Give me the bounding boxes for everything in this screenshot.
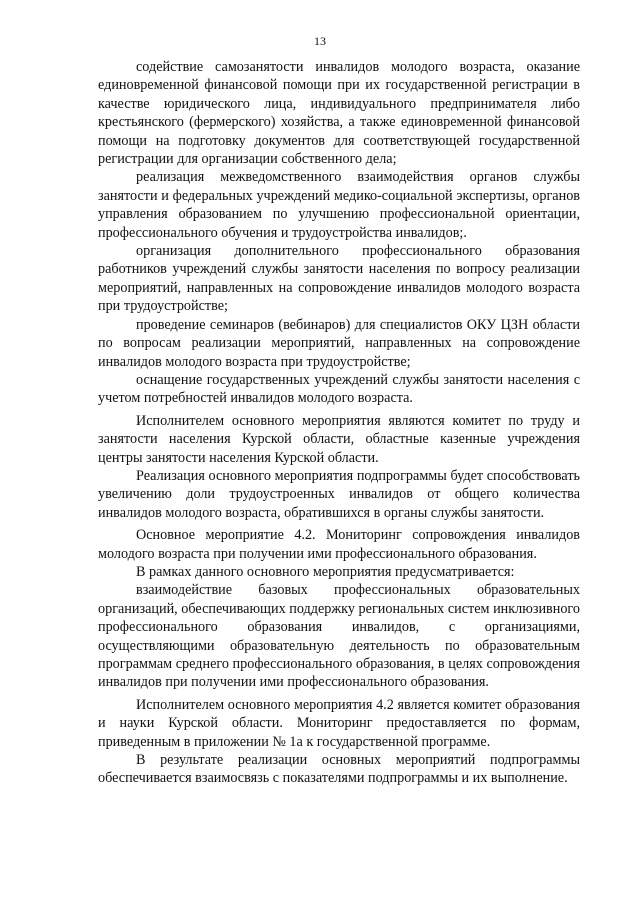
paragraph: содействие самозанятости инвалидов молодого возраста, оказание единовременной финансовой помощи при их государственной регистрации в качестве юридического лица, индивидуального предпринимателя либо крестьянского (фермерского) хозяйства, а также единовременной финансовой помощи на подготовку документов для соответствующей государственной регистрации для организации собственного дела; xyxy=(98,59,580,168)
paragraph: реализация межведомственного взаимодействия органов службы занятости и федеральных учреждений медико-социальной экспертизы, органов управления образованием по улучшению профессиональной ориентации, профессионального обучения и трудоустройства инвалидов;. xyxy=(98,169,580,241)
paragraph: оснащение государственных учреждений службы занятости населения с учетом потребностей инвалидов молодого возраста. xyxy=(98,371,580,407)
paragraph: Реализация основного мероприятия подпрограммы будет способствовать увеличению доли трудоустроенных инвалидов от общего количества инвалидов молодого возраста, обратившихся в органы службы занятости. xyxy=(98,467,580,521)
paragraph: организация дополнительного профессионального образования работников учреждений службы занятости населения по вопросу реализации мероприятий, направленных на сопровождение инвалидов молодого возраста при трудоустройстве; xyxy=(98,243,580,315)
paragraph: проведение семинаров (вебинаров) для специалистов ОКУ ЦЗН области по вопросам реализации мероприятий, направленных на сопровождение инвалидов молодого возраста при трудоустройстве; xyxy=(98,316,580,370)
paragraph: взаимодействие базовых профессиональных образовательных организаций, обеспечивающих поддержку региональных систем инклюзивного профессионального образования инвалидов, с организациями, осуществляющими образовательную деятельность по образовательным программам среднего профессионального образования, в целях сопровождения инвалидов при получении ими профессионального образования. xyxy=(98,582,580,691)
paragraph: В рамках данного основного мероприятия предусматривается: xyxy=(136,563,515,580)
paragraph: В результате реализации основных мероприятий подпрограммы обеспечивается взаимосвязь с показателями подпрограммы и их выполнение. xyxy=(98,752,580,787)
page-number: 13 xyxy=(314,34,326,48)
body-text xyxy=(98,58,580,788)
paragraph: Исполнителем основного мероприятия 4.2 является комитет образования и науки Курской области. Мониторинг предоставляется по формам, приведенным в приложении № 1а к государственной программе. xyxy=(98,696,580,750)
paragraph: Исполнителем основного мероприятия являются комитет по труду и занятости населения Курской области, областные казенные учреждения центры занятости населения Курской области. xyxy=(98,412,580,466)
paragraph: Основное мероприятие 4.2. Мониторинг сопровождения инвалидов молодого возраста при получении ими профессионального образования. xyxy=(98,527,580,562)
